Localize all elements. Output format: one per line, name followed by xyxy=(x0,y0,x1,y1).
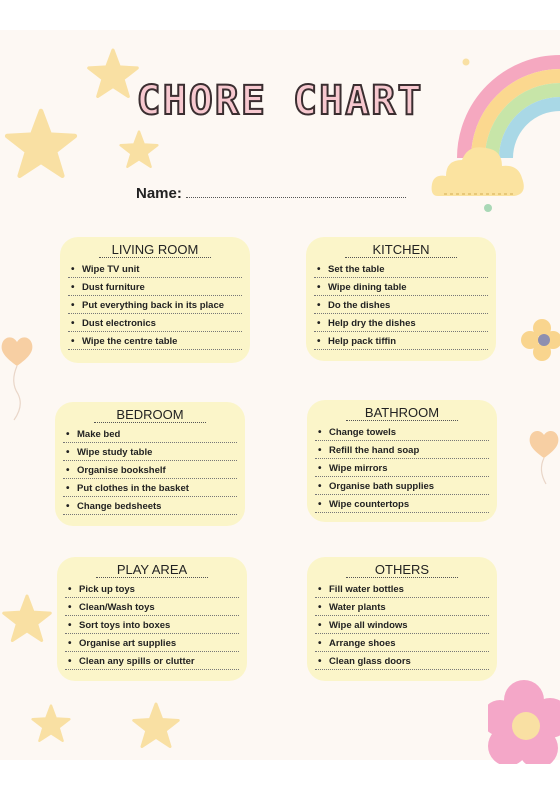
bullet-icon: • xyxy=(318,656,322,667)
bullet-icon: • xyxy=(66,483,70,494)
bullet-icon: • xyxy=(71,282,75,293)
bullet-icon: • xyxy=(318,584,322,595)
bullet-icon: • xyxy=(66,429,70,440)
chore-item: • Help pack tiffin xyxy=(314,332,488,350)
bullet-icon: • xyxy=(68,638,72,649)
bullet-icon: • xyxy=(318,602,322,613)
chore-item: • Wipe the centre table xyxy=(68,332,242,350)
chore-item: • Clean/Wash toys xyxy=(65,598,239,616)
heart-balloon-icon xyxy=(0,332,34,422)
bullet-icon: • xyxy=(318,638,322,649)
cloud-icon xyxy=(430,138,530,204)
star-icon xyxy=(2,108,80,178)
chore-item: • Wipe study table xyxy=(63,443,237,461)
chore-item: • Water plants xyxy=(315,598,489,616)
flower-icon xyxy=(488,680,560,764)
bullet-icon: • xyxy=(71,336,75,347)
bullet-icon: • xyxy=(318,499,322,510)
section-title: BEDROOM xyxy=(94,408,206,423)
chore-item: • Sort toys into boxes xyxy=(65,616,239,634)
chore-item: • Change towels xyxy=(315,423,489,441)
bullet-icon: • xyxy=(68,584,72,595)
bullet-icon: • xyxy=(317,336,321,347)
bullet-icon: • xyxy=(318,427,322,438)
chore-item: • Refill the hand soap xyxy=(315,441,489,459)
star-icon xyxy=(30,704,72,742)
heart-balloon-icon xyxy=(528,426,560,486)
chore-item: • Help dry the dishes xyxy=(314,314,488,332)
section-play-area xyxy=(57,557,247,681)
bullet-icon: • xyxy=(66,465,70,476)
bullet-icon: • xyxy=(318,620,322,631)
chore-item: • Make bed xyxy=(63,425,237,443)
section-title: LIVING ROOM xyxy=(99,243,211,258)
bullet-icon: • xyxy=(317,282,321,293)
chore-item: • Organise bookshelf xyxy=(63,461,237,479)
bullet-icon: • xyxy=(317,300,321,311)
bullet-icon: • xyxy=(71,318,75,329)
bullet-icon: • xyxy=(318,481,322,492)
section-living-room xyxy=(60,237,250,363)
name-label: Name: xyxy=(136,185,182,202)
chore-item: • Fill water bottles xyxy=(315,580,489,598)
section-title: PLAY AREA xyxy=(96,563,208,578)
chore-item: • Set the table xyxy=(314,260,488,278)
section-bedroom xyxy=(55,402,245,526)
section-title: OTHERS xyxy=(346,563,458,578)
bullet-icon: • xyxy=(68,620,72,631)
star-icon xyxy=(0,594,54,642)
section-others xyxy=(307,557,497,681)
chore-item: • Put clothes in the basket xyxy=(63,479,237,497)
bullet-icon: • xyxy=(317,264,321,275)
name-field[interactable] xyxy=(136,180,406,202)
bullet-icon: • xyxy=(71,264,75,275)
chore-item: • Change bedsheets xyxy=(63,497,237,515)
section-bathroom xyxy=(307,400,497,522)
flower-icon xyxy=(520,318,560,364)
chore-item: • Do the dishes xyxy=(314,296,488,314)
chore-item: • Organise bath supplies xyxy=(315,477,489,495)
bullet-icon: • xyxy=(318,463,322,474)
chore-item: • Clean any spills or clutter xyxy=(65,652,239,670)
chore-item: • Wipe TV unit xyxy=(68,260,242,278)
section-kitchen xyxy=(306,237,496,361)
chore-item: • Arrange shoes xyxy=(315,634,489,652)
bullet-icon: • xyxy=(68,656,72,667)
chore-item: • Wipe dining table xyxy=(314,278,488,296)
bullet-icon: • xyxy=(68,602,72,613)
section-title: BATHROOM xyxy=(346,406,458,421)
chore-item: • Clean glass doors xyxy=(315,652,489,670)
star-icon xyxy=(130,702,182,748)
bullet-icon: • xyxy=(66,447,70,458)
chore-item: • Wipe countertops xyxy=(315,495,489,513)
name-line[interactable] xyxy=(186,197,406,198)
chore-item: • Pick up toys xyxy=(65,580,239,598)
chore-item: • Put everything back in its place xyxy=(68,296,242,314)
chore-item: • Organise art supplies xyxy=(65,634,239,652)
bullet-icon: • xyxy=(66,501,70,512)
bullet-icon: • xyxy=(71,300,75,311)
chore-item: • Wipe all windows xyxy=(315,616,489,634)
chore-item: • Dust electronics xyxy=(68,314,242,332)
chore-item: • Wipe mirrors xyxy=(315,459,489,477)
section-title: KITCHEN xyxy=(345,243,457,258)
bullet-icon: • xyxy=(318,445,322,456)
star-icon xyxy=(118,130,160,168)
page-title: CHORE CHART xyxy=(136,78,424,124)
bullet-icon: • xyxy=(317,318,321,329)
chore-item: • Dust furniture xyxy=(68,278,242,296)
